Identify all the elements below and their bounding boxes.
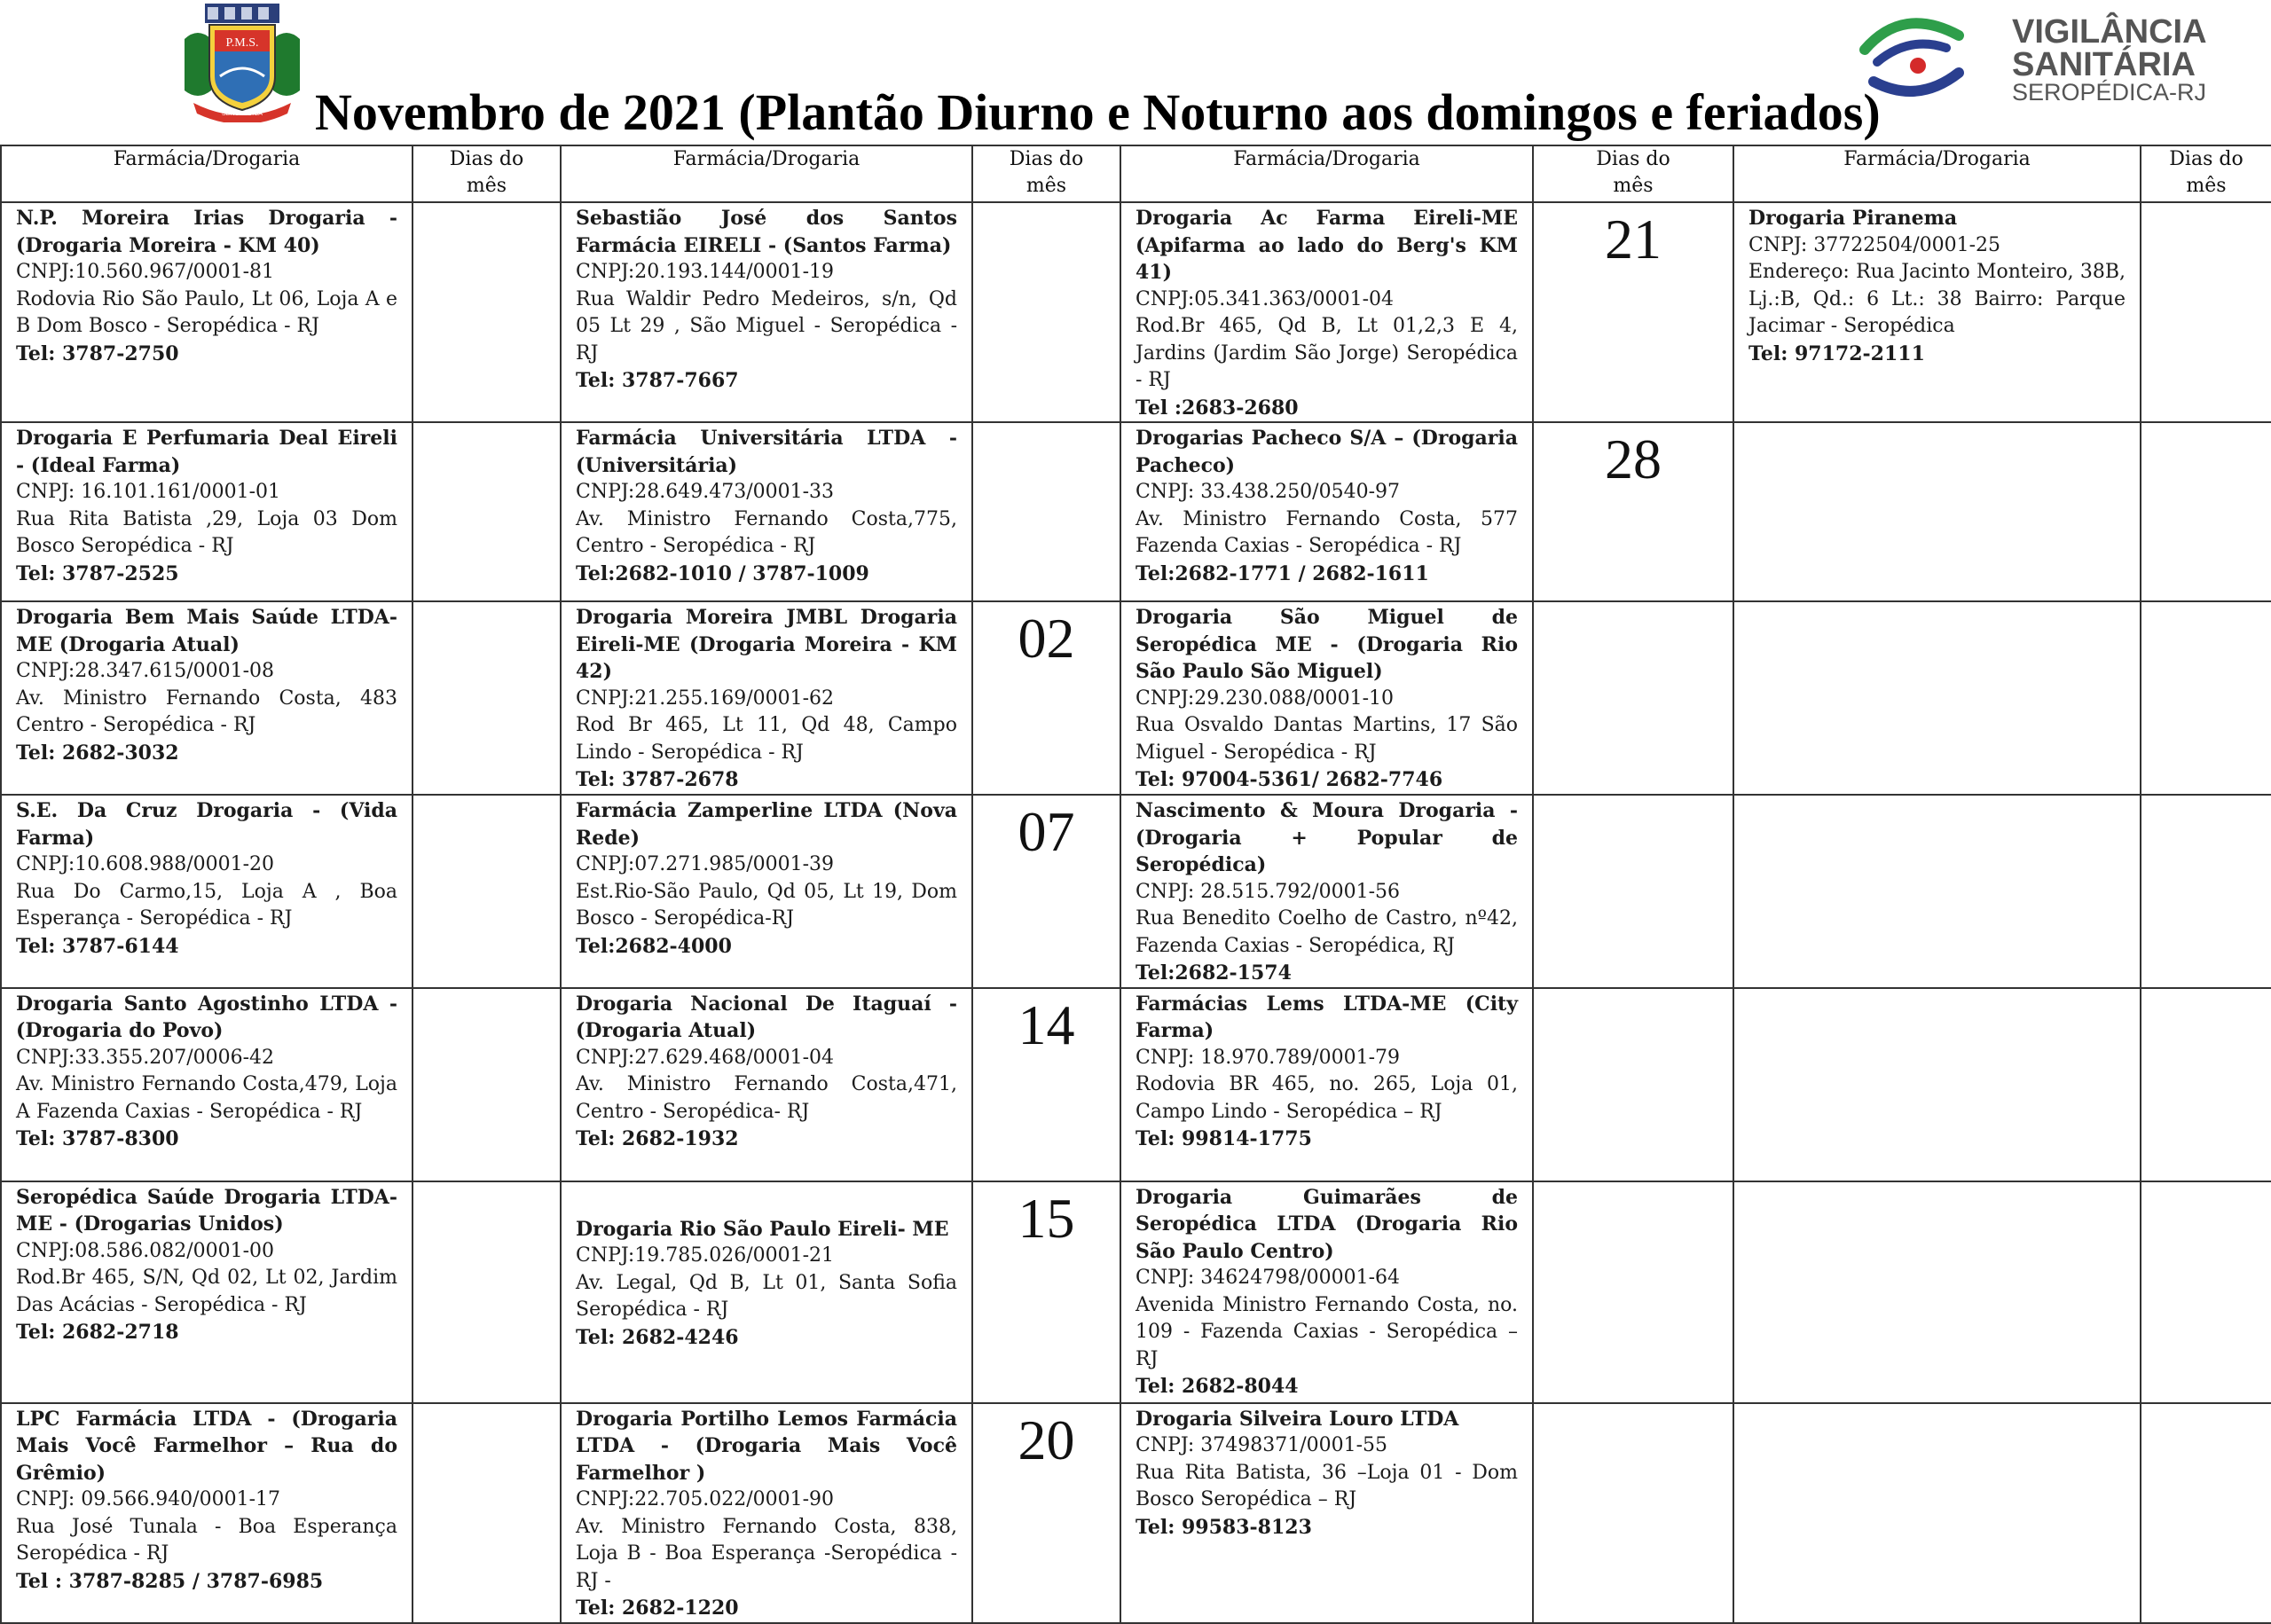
pharmacy-entry: [562, 203, 971, 395]
pharmacy-address: Rua Waldir Pedro Medeiros, s/n, Qd 05 Lt 29 , São Miguel - Seropédica - RJ: [576, 287, 957, 365]
pharmacy-address: Av. Ministro Fernando Costa,479, Loja A Fazenda Caxias - Seropédica - RJ: [16, 1073, 397, 1123]
duty-day-number: 21: [1605, 208, 1662, 271]
pharmacy-address: Av. Ministro Fernando Costa, 838, Loja B - Boa Esperança -Seropédica - RJ -: [576, 1515, 957, 1592]
pharmacy-phone: Tel: 99814-1775: [1136, 1127, 1312, 1150]
days-column-header: Dias do mês: [2141, 145, 2271, 202]
pharmacy-cnpj: CNPJ:22.705.022/0001-90: [576, 1488, 835, 1510]
pharmacy-cnpj: CNPJ:21.255.169/0001-62: [576, 686, 835, 710]
pharmacy-entry: [2, 602, 412, 766]
duty-day-number: [413, 423, 560, 428]
pharmacy-entry: [562, 1404, 971, 1622]
pharmacy-cnpj: CNPJ:08.586.082/0001-00: [16, 1239, 275, 1262]
pharmacy-entry: [1121, 989, 1532, 1153]
duty-day-number: [1534, 796, 1733, 801]
duty-day-number: 02: [1018, 607, 1075, 670]
day-cell: [972, 422, 1120, 601]
pharmacy-address: Rua Do Carmo,15, Loja A , Boa Esperança - Seropédica - RJ: [16, 880, 397, 930]
pharmacy-phone: Tel:2682-1010 / 3787-1009: [576, 561, 869, 585]
duty-day-number: [1534, 1404, 1733, 1409]
pharmacy-entry: [2, 423, 412, 587]
pharmacy-cnpj: CNPJ: 34624798/00001-64: [1136, 1267, 1401, 1289]
pharmacy-phone: Tel: 3787-2525: [16, 561, 179, 585]
day-cell: [413, 795, 561, 988]
pharmacy-address: Rua Benedito Coelho de Castro, nº42, Fazenda Caxias - Seropédica, RJ: [1136, 907, 1518, 957]
pharmacy-name: LPC Farmácia LTDA - (Drogaria Mais Você Farmelhor – Rua do Grêmio): [16, 1407, 397, 1485]
pharmacy-address: Est.Rio-São Paulo, Qd 05, Lt 19, Dom Bosco - Seropédica-RJ: [576, 880, 957, 930]
duty-day-number: 14: [1018, 992, 1075, 1056]
day-cell: [413, 422, 561, 601]
day-cell: [972, 795, 1120, 988]
pharmacy-entry: [562, 1182, 971, 1352]
pharmacy-name: Drogaria Santo Agostinho LTDA - (Drogaria do Povo): [16, 992, 397, 1042]
page-header: [0, 0, 2271, 146]
pharmacy-address: Rod.Br 465, S/N, Qd 02, Lt 02, Jardim Das Acácias - Seropédica - RJ: [16, 1267, 397, 1316]
pharmacy-phone: Tel: 99583-8123: [1136, 1515, 1312, 1539]
pharmacy-cnpj: CNPJ: 33.438.250/0540-97: [1136, 481, 1401, 503]
pharmacy-entry: [1121, 602, 1532, 794]
day-cell: [1533, 601, 1733, 795]
pharmacy-name: Drogaria Ac Farma Eireli-ME (Apifarma ao lado do Berg's KM 41): [1136, 207, 1518, 284]
day-cell: [1533, 1181, 1733, 1403]
pharmacy-cell: [1120, 988, 1533, 1181]
day-cell: [972, 988, 1120, 1181]
duty-day-number: [413, 1404, 560, 1409]
pharmacy-address: Av. Ministro Fernando Costa, 483 Centro - Seropédica - RJ: [16, 686, 397, 736]
pharmacy-phone: Tel :2683-2680: [1136, 396, 1299, 420]
duty-day-number: 20: [1018, 1408, 1075, 1471]
pharmacy-phone: Tel: 3787-6144: [16, 934, 179, 958]
pharmacy-cell: [1, 988, 413, 1181]
pharmacy-cell: [1733, 601, 2141, 795]
pharmacy-address: Av. Legal, Qd B, Lt 01, Santa Sofia Seropédica - RJ: [576, 1271, 957, 1321]
pharmacy-cell: [561, 1181, 972, 1403]
table-row: [1, 1181, 2271, 1403]
days-column-header: Dias do mês: [972, 145, 1120, 202]
pharmacy-cell: [1733, 202, 2141, 422]
pharmacy-cell: [1120, 202, 1533, 422]
day-cell: [1533, 202, 1733, 422]
pharmacy-entry: [2, 203, 412, 367]
pharmacy-phone: Tel: 3787-2678: [576, 768, 739, 791]
pharmacy-cell: [1120, 422, 1533, 601]
pharmacy-entry: [562, 796, 971, 960]
table-row: [1, 988, 2271, 1181]
duty-day-number: [973, 423, 1120, 428]
pharmacy-entry: [2, 989, 412, 1153]
pharmacy-cnpj: CNPJ: 37498371/0001-55: [1136, 1434, 1388, 1456]
pharmacy-address: Rua Rita Batista, 36 –Loja 01 - Dom Bosco Seropédica – RJ: [1136, 1461, 1518, 1510]
pharmacy-phone: Tel:2682-4000: [576, 934, 732, 958]
duty-schedule-table: [0, 145, 2271, 1624]
pharmacy-cell: [1733, 988, 2141, 1181]
pharmacy-cnpj: CNPJ:10.608.988/0001-20: [16, 853, 275, 875]
pharmacy-phone: Tel:2682-1771 / 2682-1611: [1136, 561, 1429, 585]
table-row: [1, 601, 2271, 795]
day-cell: [1533, 988, 1733, 1181]
svg-text:SANITÁRIA: SANITÁRIA: [2012, 46, 2196, 83]
pharmacy-cell: [1120, 795, 1533, 988]
pharmacy-phone: Tel:2682-1574: [1136, 961, 1292, 985]
day-cell: [413, 988, 561, 1181]
pharmacy-cnpj: CNPJ:19.785.026/0001-21: [576, 1244, 835, 1267]
pharmacy-name: Drogaria Bem Mais Saúde LTDA-ME (Drogaria Atual): [16, 606, 397, 656]
pharmacy-name: Drogarias Pacheco S/A – (Drogaria Pacheco): [1136, 427, 1518, 477]
pharmacy-cnpj: CNPJ:20.193.144/0001-19: [576, 261, 835, 283]
pharmacy-cell: [1733, 422, 2141, 601]
pharmacy-phone: Tel: 2682-8044: [1136, 1375, 1299, 1398]
pharmacy-phone: Tel: 97004-5361/ 2682-7746: [1136, 768, 1443, 791]
pharmacy-cell: [1, 1403, 413, 1623]
pharmacy-address: Rodovia Rio São Paulo, Lt 06, Loja A e B Dom Bosco - Seropédica - RJ: [16, 287, 397, 337]
pharmacy-phone: Tel: 97172-2111: [1748, 341, 1925, 365]
table-row: [1, 202, 2271, 422]
duty-day-number: [413, 989, 560, 994]
day-cell: [972, 1181, 1120, 1403]
pharmacy-cell: [1733, 1403, 2141, 1623]
pharmacy-cell: [561, 795, 972, 988]
pharmacy-column-header: Farmácia/Drogaria: [1120, 145, 1533, 202]
pharmacy-phone: Tel: 2682-3032: [16, 741, 179, 765]
day-cell: [413, 202, 561, 422]
pharmacy-column-header: Farmácia/Drogaria: [561, 145, 972, 202]
vigilancia-sanitaria-logo: [1854, 9, 2253, 111]
pharmacy-entry: [562, 602, 971, 794]
day-cell: [2141, 795, 2271, 988]
pms-coat-of-arms-logo: [176, 4, 309, 122]
pharmacy-cnpj: CNPJ: 37722504/0001-25: [1748, 233, 2001, 256]
pharmacy-cell: [1, 601, 413, 795]
pharmacy-cell: [1120, 601, 1533, 795]
table-header-row: [1, 145, 2271, 202]
pharmacy-address: Endereço: Rua Jacinto Monteiro, 38B, Lj.:B, Qd.: 6 Lt.: 38 Bairro: Parque Jacimar - Seropédica: [1748, 261, 2126, 337]
pharmacy-name: Nascimento & Moura Drogaria - (Drogaria + Popular de Seropédica): [1136, 799, 1518, 876]
pharmacy-address: Av. Ministro Fernando Costa, 577 Fazenda Caxias - Seropédica - RJ: [1136, 507, 1518, 557]
pharmacy-address: Rodovia BR 465, no. 265, Loja 01, Campo Lindo - Seropédica – RJ: [1136, 1073, 1518, 1123]
duty-day-number: 07: [1018, 800, 1075, 863]
pharmacy-address: Rod Br 465, Lt 11, Qd 48, Campo Lindo - Seropédica - RJ: [576, 714, 957, 764]
pharmacy-entry: [1121, 1404, 1532, 1542]
pharmacy-cell: [561, 988, 972, 1181]
pharmacy-entry: [2, 1182, 412, 1346]
duty-day-number: [1534, 1182, 1733, 1188]
pharmacy-cell: [1, 202, 413, 422]
pharmacy-name: Drogaria São Miguel de Seropédica ME - (Drogaria Rio São Paulo São Miguel): [1136, 606, 1518, 683]
table-row: [1, 1403, 2271, 1623]
pharmacy-cell: [561, 601, 972, 795]
svg-text:SEROPÉDICA-RJ: SEROPÉDICA-RJ: [2012, 79, 2207, 106]
pharmacy-cnpj: CNPJ:05.341.363/0001-04: [1136, 287, 1395, 310]
day-cell: [972, 202, 1120, 422]
pharmacy-name: Seropédica Saúde Drogaria LTDA-ME - (Drogarias Unidos): [16, 1185, 397, 1236]
pharmacy-column-header: Farmácia/Drogaria: [1, 145, 413, 202]
pharmacy-entry: [1121, 796, 1532, 987]
pharmacy-cell: [1, 795, 413, 988]
pharmacy-cell: [1733, 1181, 2141, 1403]
day-cell: [1533, 795, 1733, 988]
pharmacy-cell: [561, 422, 972, 601]
pharmacy-name: Drogaria Rio São Paulo Eireli- ME: [576, 1217, 949, 1241]
day-cell: [413, 1181, 561, 1403]
pharmacy-name: S.E. Da Cruz Drogaria - (Vida Farma): [16, 799, 397, 850]
pharmacy-name: Drogaria E Perfumaria Deal Eireli - (Ideal Farma): [16, 427, 397, 477]
pharmacy-name: Farmácia Universitária LTDA - (Universitária): [576, 427, 957, 477]
pharmacy-cnpj: CNPJ:27.629.468/0001-04: [576, 1046, 835, 1069]
pharmacy-name: Drogaria Moreira JMBL Drogaria Eireli-ME (Drogaria Moreira - KM 42): [576, 606, 957, 683]
pharmacy-name: Sebastião José dos Santos Farmácia EIRELI - (Santos Farma): [576, 207, 957, 257]
pharmacy-phone: Tel: 3787-8300: [16, 1127, 179, 1150]
pharmacy-cnpj: CNPJ:10.560.967/0001-81: [16, 261, 275, 283]
pharmacy-cell: [1, 422, 413, 601]
table-row: [1, 422, 2271, 601]
pharmacy-name: N.P. Moreira Irias Drogaria - (Drogaria Moreira - KM 40): [16, 207, 397, 257]
duty-day-number: [413, 602, 560, 608]
pharmacy-name: Farmácia Zamperline LTDA (Nova Rede): [576, 799, 957, 850]
pharmacy-entry: [1121, 203, 1532, 421]
pharmacy-address: Rua Osvaldo Dantas Martins, 17 São Miguel - Seropédica - RJ: [1136, 714, 1518, 764]
pharmacy-cnpj: CNPJ:33.355.207/0006-42: [16, 1046, 275, 1069]
pharmacy-cell: [1, 1181, 413, 1403]
pharmacy-phone: Tel : 3787-8285 / 3787-6985: [16, 1569, 324, 1593]
page-title: Novembro de 2021 (Plantão Diurno e Noturno aos domingos e feriados): [315, 83, 1881, 141]
pharmacy-name: Drogaria Portilho Lemos Farmácia LTDA - (Drogaria Mais Você Farmelhor ): [576, 1407, 957, 1485]
duty-day-number: [413, 203, 560, 208]
pharmacy-phone: Tel: 2682-1932: [576, 1127, 739, 1150]
pharmacy-cell: [1120, 1403, 1533, 1623]
pharmacy-cnpj: CNPJ:29.230.088/0001-10: [1136, 686, 1395, 710]
pharmacy-entry: [562, 989, 971, 1153]
pharmacy-cell: [1120, 1181, 1533, 1403]
table-row: [1, 795, 2271, 988]
duty-day-number: [413, 1182, 560, 1188]
pharmacy-name: Drogaria Guimarães de Seropédica LTDA (Drogaria Rio São Paulo Centro): [1136, 1185, 1518, 1263]
pharmacy-entry: [2, 1404, 412, 1596]
duty-day-number: [2141, 203, 2271, 208]
svg-text:SEROPÉDICA: SEROPÉDICA: [222, 111, 263, 117]
pharmacy-entry: [1121, 423, 1532, 587]
duty-day-number: 15: [1018, 1186, 1075, 1250]
pharmacy-column-header: Farmácia/Drogaria: [1733, 145, 2141, 202]
day-cell: [2141, 601, 2271, 795]
pharmacy-phone: Tel: 3787-2750: [16, 341, 179, 365]
svg-text:VIGILÂNCIA: VIGILÂNCIA: [2012, 13, 2207, 51]
day-cell: [2141, 422, 2271, 601]
pharmacy-address: Av. Ministro Fernando Costa,775, Centro - Seropédica - RJ: [576, 507, 957, 557]
pharmacy-cnpj: CNPJ:28.649.473/0001-33: [576, 481, 835, 503]
day-cell: [1533, 1403, 1733, 1623]
pharmacy-phone: Tel: 2682-2718: [16, 1321, 179, 1344]
duty-day-number: [1534, 602, 1733, 608]
pharmacy-name: Farmácias Lems LTDA-ME (City Farma): [1136, 992, 1518, 1042]
pharmacy-cnpj: CNPJ: 28.515.792/0001-56: [1136, 880, 1401, 903]
pharmacy-cnpj: CNPJ: 09.566.940/0001-17: [16, 1488, 281, 1510]
pharmacy-entry: [562, 423, 971, 587]
pharmacy-cell: [1733, 795, 2141, 988]
pharmacy-address: Avenida Ministro Fernando Costa, no. 109 - Fazenda Caxias - Seropédica – RJ: [1136, 1293, 1518, 1370]
pharmacy-address: Rua José Tunala - Boa Esperança Seropédica - RJ: [16, 1515, 397, 1565]
pharmacy-entry: [1121, 1182, 1532, 1400]
day-cell: [2141, 1403, 2271, 1623]
duty-day-number: 28: [1605, 428, 1662, 490]
duty-day-number: [973, 203, 1120, 208]
pharmacy-phone: Tel: 3787-7667: [576, 369, 739, 392]
svg-text:P.M.S.: P.M.S.: [225, 36, 259, 50]
pharmacy-cnpj: CNPJ: 16.101.161/0001-01: [16, 481, 281, 503]
pharmacy-cnpj: CNPJ:07.271.985/0001-39: [576, 853, 835, 875]
pharmacy-cnpj: CNPJ: 18.970.789/0001-79: [1136, 1046, 1401, 1069]
pharmacy-name: Drogaria Silveira Louro LTDA: [1136, 1407, 1459, 1431]
schedule-body: [1, 202, 2271, 1623]
pharmacy-entry: [1734, 203, 2140, 367]
pharmacy-entry: [2, 796, 412, 960]
pharmacy-phone: Tel: 2682-4246: [576, 1325, 739, 1349]
pharmacy-name: Drogaria Piranema: [1748, 207, 1958, 230]
pharmacy-cell: [561, 1403, 972, 1623]
day-cell: [972, 1403, 1120, 1623]
pharmacy-address: Rua Rita Batista ,29, Loja 03 Dom Bosco Seropédica - RJ: [16, 507, 397, 557]
day-cell: [2141, 1181, 2271, 1403]
pharmacy-cnpj: CNPJ:28.347.615/0001-08: [16, 660, 275, 682]
pharmacy-address: Av. Ministro Fernando Costa,471, Centro - Seropédica- RJ: [576, 1073, 957, 1123]
pharmacy-cell: [561, 202, 972, 422]
days-column-header: Dias do mês: [1533, 145, 1733, 202]
day-cell: [1533, 422, 1733, 601]
duty-day-number: [413, 796, 560, 801]
day-cell: [972, 601, 1120, 795]
day-cell: [413, 601, 561, 795]
pharmacy-address: Rod.Br 465, Qd B, Lt 01,2,3 E 4, Jardins (Jardim São Jorge) Seropédica - RJ: [1136, 315, 1518, 391]
days-column-header: Dias do mês: [413, 145, 561, 202]
day-cell: [2141, 202, 2271, 422]
duty-day-number: [1534, 989, 1733, 994]
pharmacy-phone: Tel: 2682-1220: [576, 1597, 739, 1620]
day-cell: [413, 1403, 561, 1623]
pharmacy-name: Drogaria Nacional De Itaguaí - (Drogaria Atual): [576, 992, 957, 1042]
day-cell: [2141, 988, 2271, 1181]
